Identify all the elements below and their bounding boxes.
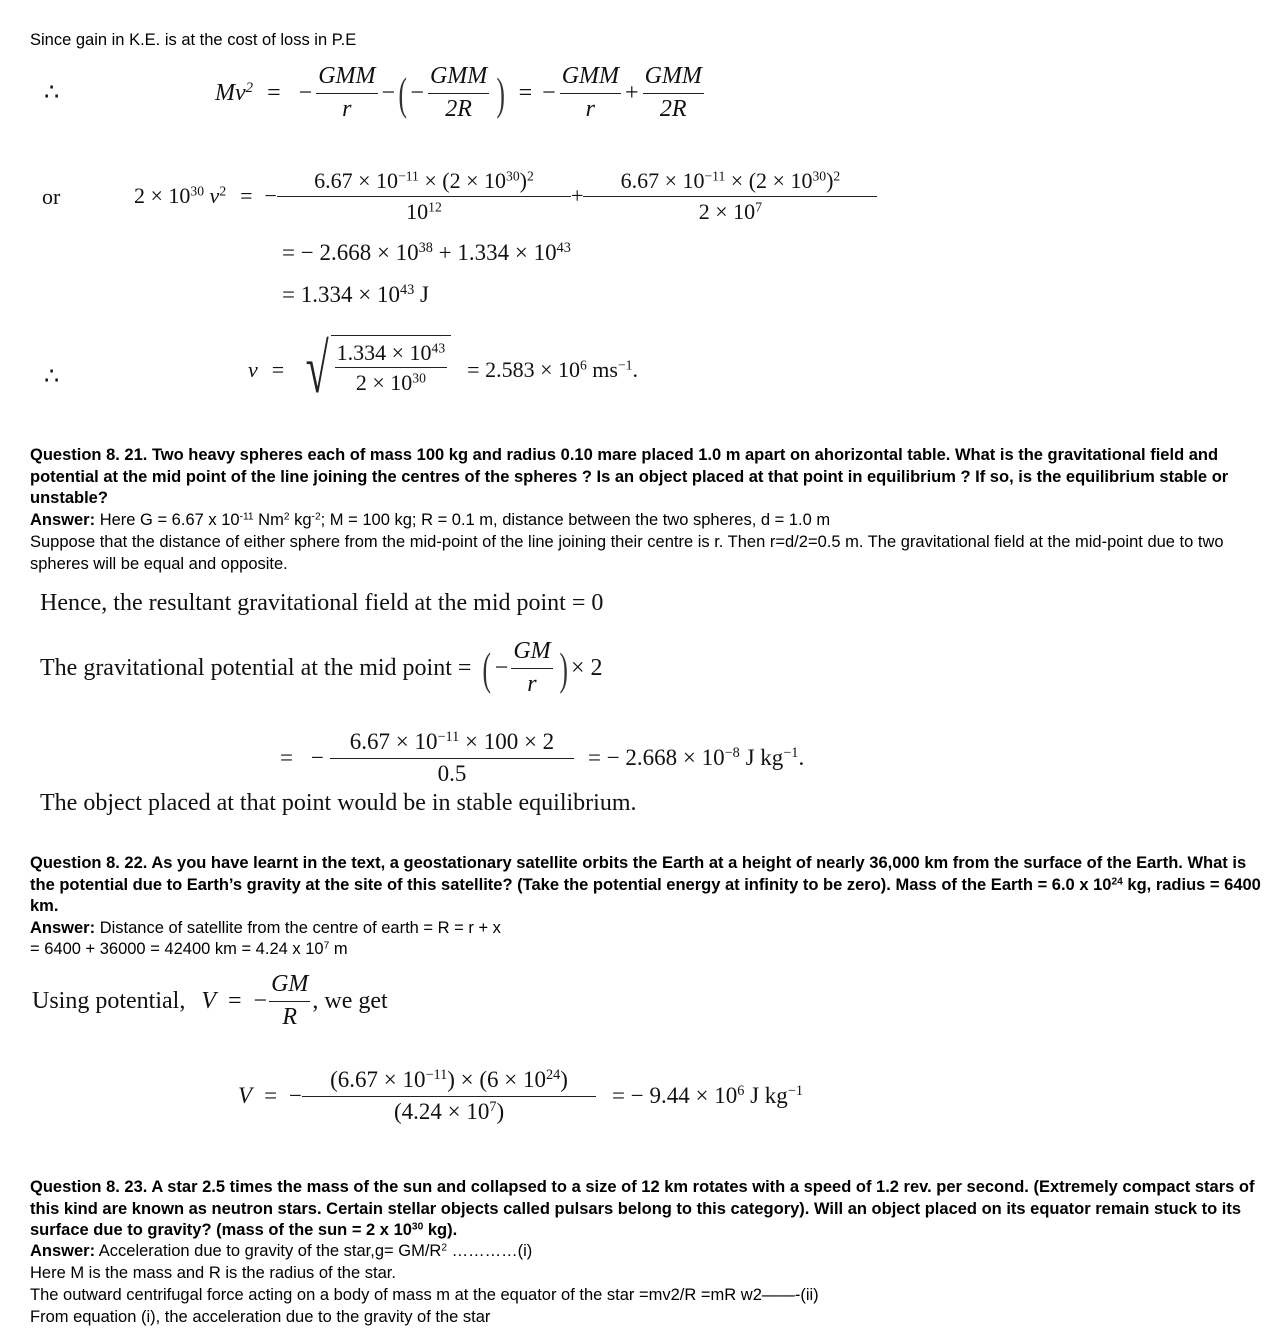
eq2-equals: = — [240, 183, 253, 208]
eq5-equals: = — [271, 357, 285, 382]
square-root: √ $\frac{1.334 \times 10^{43}}{2 \times 10^{30}}$ — [298, 335, 451, 405]
eq2-plus: + — [570, 183, 584, 208]
potential-calculation: = − $\frac{6.67 \times 10^{-11} \times 100 \times 2}{0.5}$ = − $2.668 \times 10^{-8}$ J $kg^{-1}$. — [280, 729, 805, 786]
potential-line: The gravitational potential at the mid point = ( − $\frac{GM}{r}$ ) × 2 — [40, 637, 603, 697]
eq1-plus: + — [625, 79, 639, 106]
question-8-23-line3: The outward centrifugal force acting on a body of mass m at the equator of the star =mv2/R =mR w2——-(ii) — [30, 1286, 819, 1304]
right-paren: ) — [496, 67, 506, 119]
equation-velocity — [248, 325, 638, 415]
question-8-21-answer: Answer: Here G = 6.67 x $10^{-11}$ Nm$^2$ $kg^{-2}$; M = 100 kg; R = 0.1 m, distance between the two spheres, d = 1.0 m — [30, 511, 831, 529]
eq2-frac1: $\frac{6.67 \times 10^{-11} \times (2 \times 10^{30})^2}{10^{12}}$ — [279, 168, 569, 224]
right-paren: ) — [559, 642, 568, 694]
eq1-equals: = — [267, 79, 281, 106]
equation-energy-balance — [215, 58, 708, 128]
therefore-symbol-2: ∴ — [44, 364, 60, 390]
sqrt-icon: √ — [305, 331, 329, 408]
eq1-equals-2: = — [518, 79, 533, 106]
answer-label: Answer: — [30, 919, 96, 937]
eq5-lhs: v — [248, 357, 258, 382]
equation-result-energy: = $1.334 \times 10^{43}$ J — [282, 282, 429, 307]
answer-label: Answer: — [30, 511, 96, 529]
satellite-potential-calc: V = − $\frac{(6.67 \times 10^{-11}) \times (6 \times 10^{24})}{(4.24 \times 10^7)}$ = − $9.44 \times 10^6$ J $kg^{-1}$ — [238, 1067, 803, 1124]
eq1-lhs: Mv$^2$ — [215, 79, 254, 106]
eq1-minus-4: − — [542, 79, 556, 106]
or-label: or — [42, 184, 61, 209]
question-8-22-answer: Answer: Distance of satellite from the centre of earth = R = r + x — [30, 919, 501, 937]
question-8-23-line4: From equation (i), the acceleration due to the gravity of the star — [30, 1308, 491, 1326]
resultant-field-line: Hence, the resultant gravitational field at the mid point = 0 — [40, 590, 604, 616]
question-8-23-answer: Answer: Acceleration due to gravity of the star,g= $GM/R^2$ …………(i) — [30, 1242, 533, 1260]
question-8-22-answer-line2: = 6400 + 36000 = 42400 km = 4.24 x $10^7$ m — [30, 940, 348, 958]
eq5-result: = $2.583 \times 10^6$ $ms^{-1}$. — [467, 357, 638, 382]
equation-substitution — [134, 140, 877, 252]
question-8-23-text: Question 8. 23. A star 2.5 times the mass of the sun and collapsed to a size of 12 km rotates with a speed of 1.2 rev. per second. (Extremely compact stars of this kind are known as neutron stars. Certain stellar objects called pulsars belong to this category). Will an object placed on its equator remain stuck to its surface due to gravity? (mass of the sun = 2 x $10^{30}$ kg). — [30, 1178, 1255, 1239]
left-paren: ( — [398, 67, 407, 119]
intro-text: Since gain in K.E. is at the cost of loss in P.E — [30, 31, 357, 49]
question-8-23-line2: Here M is the mass and R is the radius of the star. — [30, 1264, 396, 1282]
eq1-frac1: $\frac{\text{GMM}}{r}$ — [318, 62, 376, 122]
question-8-22-text: Question 8. 22. As you have learnt in the text, a geostationary satellite orbits the Earth at a height of nearly 36,000 km from the surface of the Earth. What is the potential due to Earth’s gravity at the site of this satellite? (Take the potential energy at infinity to be zero). Mass of the Earth = 6.0 x $10^{24}$ kg, radius = 6400 km. — [30, 854, 1261, 915]
eq1-frac2: $\frac{\text{GMM}}{2R}$ — [429, 62, 488, 122]
therefore-symbol: ∴ — [44, 80, 60, 106]
eq2-minus: − — [264, 183, 277, 208]
question-8-21-text: Question 8. 21. Two heavy spheres each of mass 100 kg and radius 0.10 mare placed 1.0 m apart on ahorizontal table. What is the gravitational field and potential at the mid point of the line joining the centres of the spheres ? Is an object placed at that point in equilibrium ? If so, is the equilibrium stable or unstable? — [30, 446, 1229, 507]
eq1-frac3: $\frac{\text{GMM}}{r}$ — [561, 62, 620, 122]
question-8-21-explanation: Suppose that the distance of either sphere from the mid-point of the line joining their centre is r. Then r=d/2=0.5 m. The gravitational field at the mid-point due to two spheres will be equal and opposite. — [30, 533, 1224, 573]
equation-simplified: = − $2.668 \times 10^{38} + 1.334 \times 10^{43}$ — [282, 240, 571, 265]
potential-formula: Using potential, V = − $\frac{GM}{R}$ , we get — [32, 970, 388, 1030]
conclusion-line: The object placed at that point would be in stable equilibrium. — [40, 790, 637, 816]
eq2-frac2: $\frac{6.67 \times 10^{-11} \times (2 \times 10^{30})^2}{2 \times 10^7}$ — [585, 168, 875, 224]
eq2-lhs: $2 \times 10^{30}$ $v^2$ — [134, 183, 227, 208]
eq1-minus-2: − — [381, 79, 396, 106]
eq1-minus: − — [298, 79, 313, 106]
eq1-minus-3: − — [410, 79, 424, 106]
answer-label: Answer: — [30, 1242, 96, 1260]
left-paren: ( — [482, 642, 492, 694]
eq1-frac4: $\frac{\text{GMM}}{2R}$ — [644, 62, 702, 122]
